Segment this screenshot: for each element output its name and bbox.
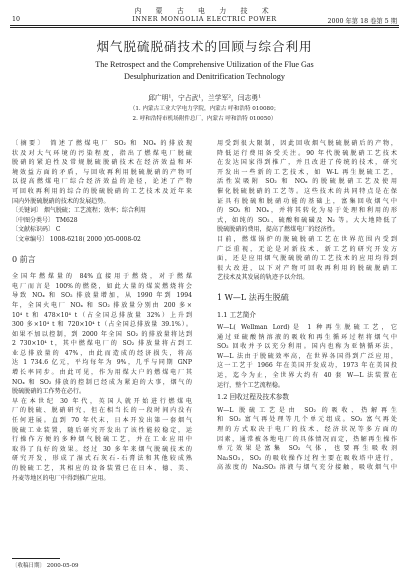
body-line: 和 SO₂ 富气再处理等几个单元组成。SO₂ 富气再处 (217, 416, 397, 424)
body-line: 早在本世纪 30 年代，英国人就开始进行燃煤电 (12, 397, 192, 405)
body-line: 电厂而言是 100%的燃烧，如此大量的煤炭燃烧将会 (12, 282, 192, 290)
body-line: 运，迄今为止，全世界大约有 40 套 W—L 法装置在 (217, 372, 397, 380)
body-line: 厂的脱硫、脱硝研究，但在相当长的一段时间内没有 (12, 407, 192, 415)
body-line: 面，还是应用烟气脱硫脱硝的工艺技术的应用均得到 (217, 255, 397, 263)
body-line: 行操作方便的多种烟气脱硫工艺，并在工业应用中 (12, 436, 192, 444)
clc-number: 〔中图分类号〕 TM628 (12, 216, 78, 224)
subsection-heading-recovery: 1.2 回收过程及技术参数 (217, 393, 289, 402)
section-heading-wl: 1 W—L 法再生脱硫 (217, 292, 289, 302)
header-rule-bottom (10, 27, 399, 28)
body-line: 在发达国家得到推广，并且改进了传统的技术，研究 (217, 159, 397, 167)
body-line: 广泛重视，无论是对新技术、新工艺的研究开发方 (217, 245, 397, 253)
body-line: 达 1 734.6 亿元，平均每年为 9%，几乎与同期 GNP (12, 359, 192, 367)
body-line: 降低运行费用备受关注。90 年代脱硫脱硝工艺技术 (217, 149, 397, 157)
document-code: 〔文献标识码〕 C (12, 226, 61, 234)
body-line: 如果不加以控制，到 2000 年全国 SO₂ 的排放量将达到 (12, 330, 192, 338)
body-line: 的 SO₂ 和 NOₓ，并将其转化为易于处理和利用的形 (217, 207, 397, 215)
body-line: 导致 NOₓ 和 SO₂ 排放量增加，从 1990 年到 1994 (12, 292, 192, 300)
section-heading-intro: 0 前言 (12, 254, 36, 264)
body-line: 10⁴ t 和 478×10⁴ t（占全国总排放量 32%）上升到 (12, 311, 192, 319)
body-line: 式，如纯的 SO₂、硫酸和硫磺及 N₂ 等。大大地降低了 (217, 216, 397, 224)
body-line: 年，全国火电厂 NOₓ 和 SO₂ 排放量分别由 200 多× (12, 301, 192, 309)
body-line: 2 730×10⁴ t，其中燃煤电厂的 SO₂ 排放量将占到工 (12, 340, 192, 348)
abstract-line: 国内外脱硫脱硝的技术的发展趋势。 (12, 197, 110, 205)
body-line: 这一工艺于 1966 年在美国开发成功，1973 年在美国投 (217, 362, 397, 370)
body-line: 丹麦等地区的电厂中得到推广应用。 (12, 474, 110, 482)
body-line: W—L( Wellman Lord)是 1 种再生脱硫工艺，它 (217, 324, 397, 332)
article-title-cn: 烟气脱硫脱硝技术的回顾与综合利用 (96, 39, 313, 54)
body-line: 脱硫脱硝的费用，提高了燃煤电厂的经济性。 (217, 226, 339, 234)
body-line: 业总排放量的 47%，由此而造成的经济损失，将高 (12, 349, 192, 357)
body-line: 300 多×10⁴ t 和 720×10⁴ t（占全国总排放量 39.1%）。 (12, 321, 192, 329)
affiliation-1: （1. 内蒙古工业大学电力学院，内蒙古 呼和浩特 010080； (129, 106, 280, 112)
body-line: 用受到很大限制，因此回收烟气脱硫脱硝后的产物， (217, 140, 397, 147)
footnote-rule (12, 558, 60, 559)
body-line: 催化脱硫脱硝的工艺等。这些技术的共同特点是在保 (217, 187, 397, 195)
keywords: 〔关键词〕 烟气脱硫；工艺流程；效率；综合利用 (12, 207, 146, 215)
body-line: 活性炭吸附 SO₂ 和 NOₓ 的脱硫脱硝工艺及使用 (217, 178, 397, 186)
abstract-line: 状及对大气环境的污染程度，指出了燃煤电厂脱硫 (12, 149, 192, 157)
subsection-heading-process: 1.1 工艺简介 (217, 310, 256, 319)
body-line: SO₂ 回收并予以充分利用。国内也称为亚钠循环法， (217, 343, 397, 351)
left-column (12, 139, 192, 483)
abstract-line: 脱硝的紧迫性及常规脱硫脱硝技术在经济效益和环 (12, 159, 192, 167)
body-line: 取得了良好的效果。经过 30 多年来烟气脱硫技术的 (12, 445, 192, 453)
received-date: 〔收稿日期〕 2000-05-09 (12, 563, 79, 569)
right-column (217, 139, 397, 473)
body-line: Na₂SO₃，SO₂ 的吸收操作过程主要在吸收塔中进行， (217, 454, 397, 462)
body-line: 高浓度的 Na₂SO₃ 溶液与烟气充分接触，吸收烟气中 (217, 464, 397, 472)
journal-name-en: INNER MONGOLIA ELECTRIC POWER (132, 16, 277, 23)
body-line: W—L 法由于脱硫效率高，在世界各国得到广泛应用， (217, 352, 397, 360)
body-line: 的脱硫工艺，其相应的设备装置已在日本、德、美、 (12, 465, 192, 472)
abstract-line: 〔摘要〕 简述了燃煤电厂 SO₂ 和 NOₓ 的排放现 (12, 140, 192, 147)
abstract-line: 以提高燃煤电厂综合经济效益的途径，论述了产物 (12, 178, 192, 186)
body-line: 证具有脱硫和脱硝功能的基础上，富集回收烟气中 (217, 197, 397, 205)
body-line: 脱硫工业装置，随后研究开发出了该性能较稳定，运 (12, 426, 192, 434)
article-number: 〔文章编号〕 1008-6218( 2000 )05-0008-02 (12, 235, 141, 243)
article-title-en-line2: Desulphurization and Denitrification Technology (124, 72, 285, 81)
abstract-line: 境效益方面的矛盾，与回收再利用脱硫脱硝的产物可 (12, 168, 192, 176)
journal-name-cn: 内 蒙 古 电 力 技 术 (134, 7, 275, 15)
abstract-line: 可回收再利用的综合的脱硫脱硝的工艺技术及近年来 (12, 187, 192, 195)
body-line: 艺技术及其发展的轨迹予以介绍。 (217, 274, 309, 282)
body-line: 全国年燃煤量的 84%直接用于燃烧，对于燃煤 (12, 273, 192, 281)
body-line: 目前，燃煤锅炉的脱硫脱硝工艺在世界范围内受到 (217, 235, 397, 243)
body-line: 任何进展。直到 70 年代末，日本开发出第一套烟气 (12, 417, 192, 425)
affiliation-2: 2. 呼和浩特市机场附件总厂，内蒙古 呼和浩特 010050） (132, 116, 277, 122)
body-line: 增长率同步。由此可见，作为用煤大户的燃煤电厂其 (12, 369, 192, 377)
body-line: 通过亚硫酸钠溶液的吸收和再生循环过程将烟气中 (217, 333, 397, 341)
page-number: 10 (12, 16, 21, 23)
article-title-en-line1: The Retrospect and the Comprehensive Utilization of the Flue Gas (95, 60, 314, 69)
body-line: 很大改进，以下对产物可回收再利用的脱硫脱硝工 (217, 264, 397, 272)
header-rule-top (10, 25, 399, 26)
body-line: 研究开发，形成了湿式石灰石-石膏法和其他较成熟 (12, 455, 192, 463)
body-line: 开发出一些新的工艺技术，如 W-L 再生脱硫工艺， (217, 168, 397, 176)
body-line: NOₓ 和 SO₂ 排放的控制已经成为紧迫的大事，烟气的 (12, 378, 192, 386)
body-line: W—L 脱硫工艺是由 SO₂ 的吸收、热解再生 (217, 406, 397, 414)
issue-info: 2000 年第 18 卷第 5 期 (327, 18, 397, 25)
body-line: 脱硫脱硝的工作势在必行。 (12, 388, 86, 396)
body-line: 单元效果是富集 SO₂ 气体，也要再生吸收剂 (217, 445, 397, 453)
body-line: 运行，整个工艺流程稳。 (217, 381, 285, 389)
body-line: 因素，通常被各地电厂的具体情况而定，热解再生操作 (217, 435, 397, 443)
body-line: 理的方式取决于电厂的技术、经济状况等多方面的 (217, 426, 397, 434)
author-list: 邱广明¹，宁占武¹，兰学军²，闫志勇¹ (148, 94, 261, 102)
